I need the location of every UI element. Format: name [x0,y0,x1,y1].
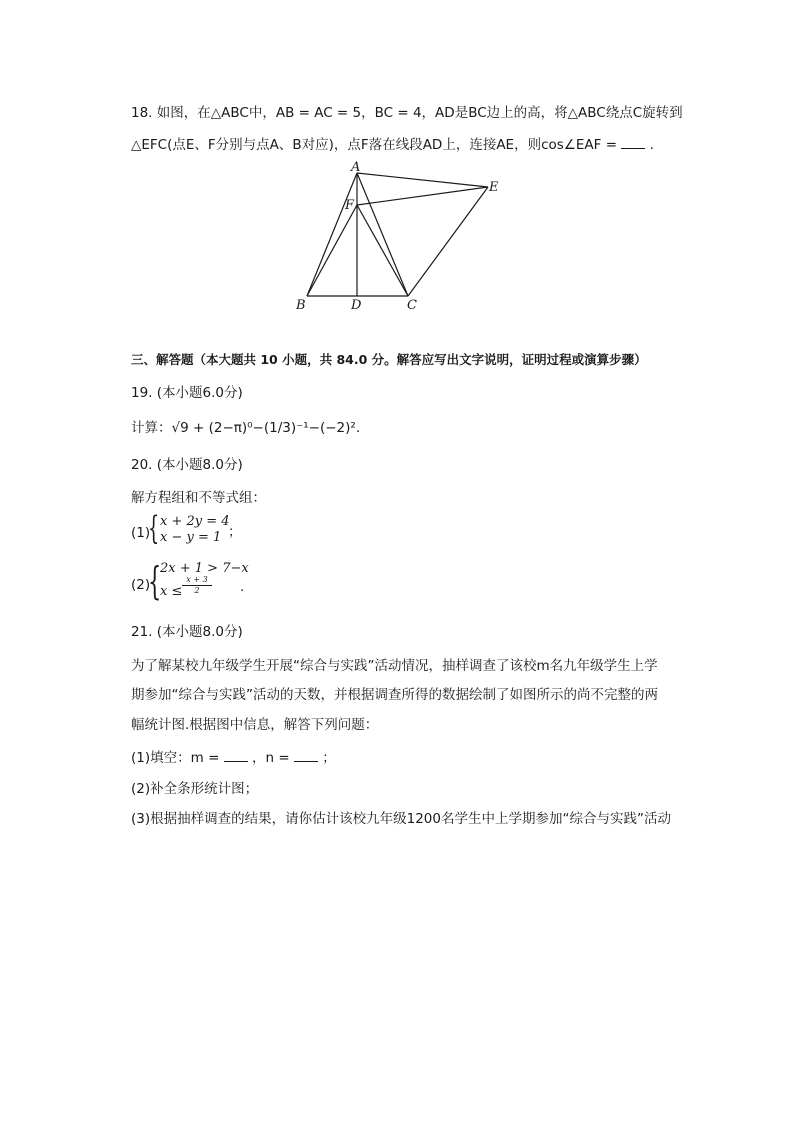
q21-paragraph-line3: 幅统计图.根据图中信息，解答下列问题： [131,717,379,733]
q20-part2-label: (2) [131,577,151,593]
label-B: B [296,298,306,313]
fraction-denominator: 2 [194,586,200,595]
q18-line2-end: . [649,137,654,153]
q21-paragraph-line2: 期参加“综合与实践”活动的天数，并根据调查所得的数据绘制了如图所示的尚不完整的两 [131,687,658,703]
q21-part1-text: (1)填空：m = [131,750,220,766]
q20-part1-brace: { [148,509,160,547]
q20-header: 20. (本小题8.0分) [131,457,243,473]
q21-part1 [131,749,336,767]
q18-line2 [131,136,654,154]
q20-part2-eq1: 2x + 1 > 7−x [160,561,249,576]
q18-line1: 18. 如图，在△ABC中，AB = AC = 5，BC = 4，AD是BC边上的高，将△ABC绕点C旋转到 [131,105,683,121]
q21-m-blank [224,751,248,762]
q21-paragraph-line1: 为了解某校九年级学生开展“综合与实践”活动情况，抽样调查了该校m名九年级学生上学 [131,658,658,674]
q20-part2-eq2: x ≤ [160,584,183,599]
q20-part1-eq2: x − y = 1 [160,530,222,545]
label-C: C [407,298,417,313]
q21-part3: (3)根据抽样调查的结果，请你估计该校九年级1200名学生中上学期参加“综合与实践”活动 [131,811,671,827]
q19-header: 19. (本小题6.0分) [131,385,243,401]
q20-part1-tail: ； [228,524,242,540]
q18-answer-blank [621,138,645,149]
q19-expression: 计算：√9 + (2−π)⁰−(1/3)⁻¹−(−2)². [131,420,361,436]
q18-line2-text: △EFC(点E、F分别与点A、B对应)，点F落在线段AD上，连接AE，则cos∠EAF = [131,137,618,153]
q21-n-blank [294,751,318,762]
label-E: E [489,180,499,195]
q21-part1-mid: ，n = [251,750,290,766]
q20-part1-eq1: x + 2y = 4 [160,514,230,529]
q18-figure-svg [290,158,510,318]
q20-part2-brace: { [148,559,162,603]
section3-heading: 三、解答题（本大题共 10 小题，共 84.0 分。解答应写出文字说明，证明过程或演算步骤） [131,352,647,367]
q21-part1-end: ； [322,750,336,766]
label-D: D [351,298,362,313]
label-F: F [345,198,355,213]
fraction-numerator: x + 3 [182,575,212,586]
q20-intro: 解方程组和不等式组： [131,490,266,506]
q21-header: 21. (本小题8.0分) [131,624,243,640]
q20-part1-label: (1) [131,525,151,541]
q20-part2-fraction [182,575,212,596]
label-A: A [351,160,361,175]
q18-geometry-figure [290,158,510,318]
q21-part2: (2)补全条形统计图； [131,781,259,797]
q20-part2-tail: . [240,579,245,595]
